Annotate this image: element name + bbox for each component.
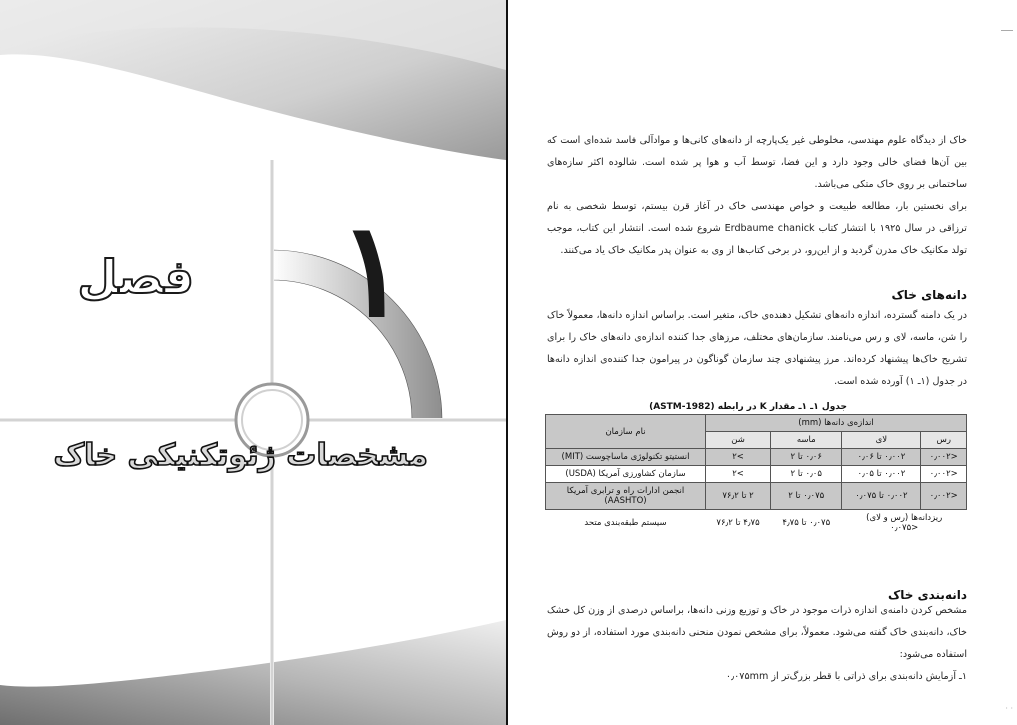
scan-mark [1001, 30, 1013, 31]
section-paragraph-grading [547, 600, 967, 688]
section-heading-grading: دانه‌بندی خاک [887, 588, 967, 602]
table-row [546, 510, 967, 537]
table-cell-fines [842, 510, 967, 537]
intro-paragraph-1: خاک از دیدگاه علوم مهندسی، مخلوطی غیر یک‌پارچه از دانه‌های کانی‌ها و موادآلی فاسد شده‌ای است که بین آن‌ها فضای خالی وجود دارد و این فضا، توسط آب و هوا پر شده است. شالوده اکثر سازه‌های ساختمانی بر روی خاک متکی می‌باشد. [547, 135, 967, 190]
fines-value: <۰٫۰۷۵ [890, 523, 919, 533]
table-cell: ۰٫۰۷۵ تا ۲ [771, 483, 842, 510]
table-cell: >۲ [706, 466, 771, 483]
table-org-cell: انستیتو تکنولوژی ماساچوست (MIT) [546, 449, 706, 466]
intro-text [547, 130, 967, 262]
chapter-opening-page [0, 0, 506, 725]
table-org-cell: سازمان کشاورزی آمریکا (USDA) [546, 466, 706, 483]
text-page [508, 0, 1017, 725]
grain-size-table [545, 414, 967, 536]
table-cell: ۰٫۰۰۲ تا ۰٫۰۶ [842, 449, 921, 466]
col-silt: لای [842, 432, 921, 449]
chapter-artwork [0, 0, 506, 725]
section-heading-soil-grains: دانه‌های خاک [891, 288, 967, 302]
table-group-header: اندازه‌ی دانه‌ها (mm) [706, 415, 967, 432]
table-org-header: نام سازمان [546, 415, 706, 449]
table-cell: ۰٫۰۵ تا ۲ [771, 466, 842, 483]
table-cell: <۰٫۰۰۲ [921, 483, 967, 510]
col-clay: رس [921, 432, 967, 449]
chapter-number: ۱ [338, 193, 408, 346]
table-row [546, 449, 967, 466]
list-item: ۱ـ آزمایش دانه‌بندی برای ذراتی با قطر بزرگ‌تر از ۰٫۰۷۵mm [725, 671, 967, 682]
chapter-title: مشخصات ژئوتکنیکی خاک [53, 438, 428, 473]
chapter-word: فصل [77, 250, 194, 304]
table-caption: جدول ۱ـ ۱ـ مقدار K در رابطه (ASTM-1982) [649, 402, 847, 412]
table-cell: ۰٫۰۰۲ تا ۰٫۰۷۵ [842, 483, 921, 510]
table-cell: ۰٫۰۰۲ تا ۰٫۰۵ [842, 466, 921, 483]
table-cell: >۲ [706, 449, 771, 466]
table-cell: ۲ تا ۷۶٫۲ [706, 483, 771, 510]
table-cell: ۰٫۰۷۵ تا ۴٫۷۵ [771, 510, 842, 537]
table-org-cell: سیستم طبقه‌بندی متحد [546, 510, 706, 537]
section-paragraph-soil-grains: در یک دامنه گسترده، اندازه دانه‌های تشکیل دهنده‌ی خاک، متغیر است. براساس اندازه دانه‌ها، معمولاً خاک را شن، ماسه، لای و رس می‌نامند. سازمان‌های مختلف، مرزهای جدا کننده اندازه‌ی دانه‌های خاک را برای تشریح خاک‌ها پیشنهاد کرده‌اند. مرز پیشنهادی چند سازمان گوناگون در پیرامون جدا کننده‌ی اندازه دانه‌ها در جدول (۱ـ ۱) آورده شده است. [547, 310, 967, 387]
table-cell: ۴٫۷۵ تا ۷۶٫۲ [706, 510, 771, 537]
table-cell: ۰٫۰۶ تا ۲ [771, 449, 842, 466]
col-sand: ماسه [771, 432, 842, 449]
table-cell: <۰٫۰۰۲ [921, 466, 967, 483]
grading-paragraph: مشخص کردن دامنه‌ی اندازه ذرات موجود در خاک و توزیع وزنی دانه‌ها، براساس درصدی از وزن کل خشک خاک، دانه‌بندی خاک گفته می‌شود. معمولاً، برای مشخص نمودن منحنی دانه‌بندی مورد استفاده، از دو روش استفاده می‌شود: [547, 605, 967, 660]
col-gravel: شن [706, 432, 771, 449]
scan-corner-mark: · · [1005, 704, 1013, 713]
table-row [546, 466, 967, 483]
table-org-cell: انجمن ادارات راه و ترابری آمریکا (AASHTO) [546, 483, 706, 510]
intro-paragraph-2: برای نخستین بار، مطالعه طبیعت و خواص مهندسی خاک در آغاز قرن بیستم، توسط شخصی به نام ترزاقی در سال ۱۹۲۵ با انتشار کتاب Erdbaume chanick شروع شده است. انتشار این کتاب، موجب تولد مکانیک خاک مدرن گردید و از این‌رو، در برخی کتاب‌ها از وی به عنوان پدر مکانیک خاک یاد می‌کنند. [547, 201, 967, 256]
table-row [546, 483, 967, 510]
table-cell: <۰٫۰۰۲ [921, 449, 967, 466]
fines-label: ریزدانه‌ها (رس و لای) [866, 513, 943, 523]
